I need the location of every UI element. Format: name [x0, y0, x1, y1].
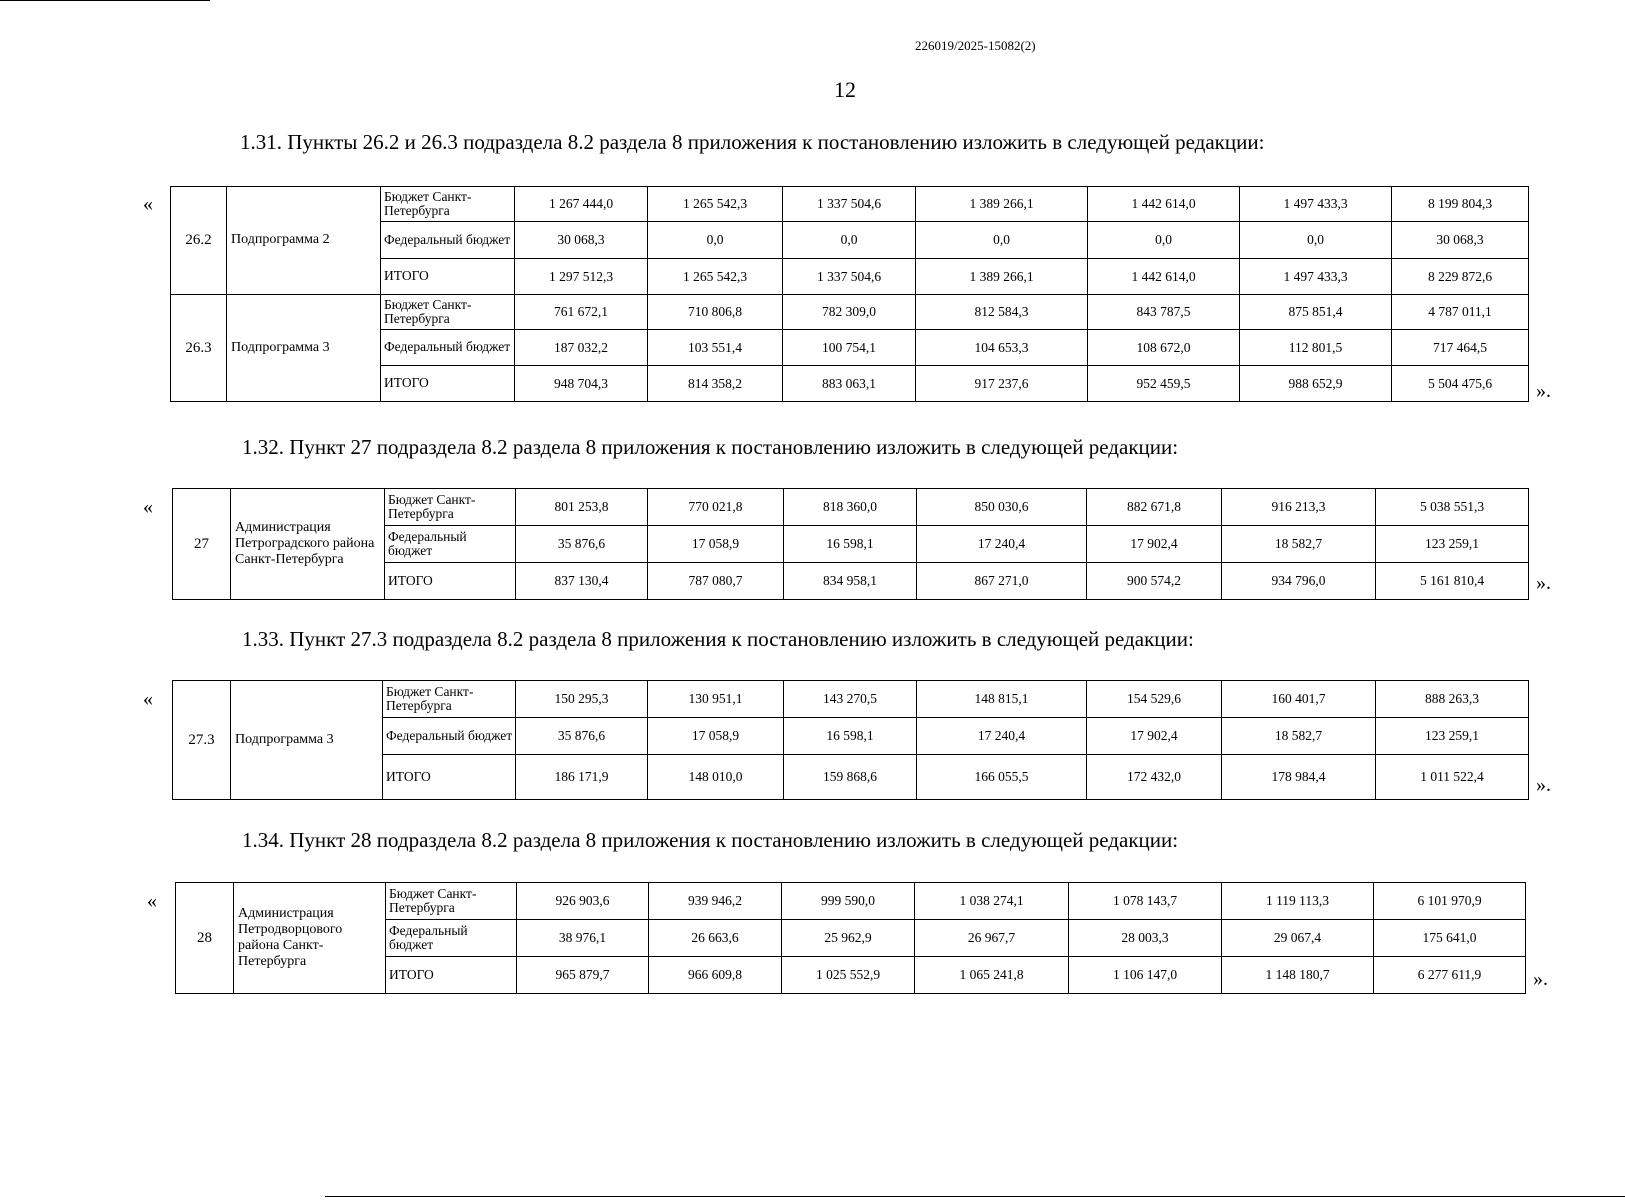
- value-cell: 1 267 444,0: [515, 187, 648, 222]
- funding-source: Федеральный бюджет: [386, 920, 517, 957]
- value-cell: 8 199 804,3: [1392, 187, 1529, 222]
- value-cell: 35 876,6: [516, 718, 648, 755]
- value-cell: 16 598,1: [784, 526, 917, 563]
- open-quote: «: [143, 193, 153, 215]
- value-cell: 5 038 551,3: [1376, 489, 1529, 526]
- value-cell: 30 068,3: [1392, 222, 1529, 259]
- funding-source: Бюджет Санкт-Петербурга: [386, 883, 517, 920]
- value-cell: 834 958,1: [784, 563, 917, 600]
- item-number: 28: [176, 883, 234, 994]
- section-heading-1-32: 1.32. Пункт 27 подраздела 8.2 раздела 8 приложения к постановлению изложить в следующей редакции:: [242, 435, 1179, 459]
- value-cell: 1 442 614,0: [1088, 187, 1240, 222]
- value-cell: 916 213,3: [1222, 489, 1376, 526]
- table-row: [176, 883, 1526, 920]
- funding-source: Бюджет Санкт-Петербурга: [381, 295, 515, 330]
- value-cell: 166 055,5: [917, 755, 1087, 800]
- value-cell: 25 962,9: [782, 920, 915, 957]
- value-cell: 6 277 611,9: [1374, 957, 1526, 994]
- value-cell: 17 902,4: [1087, 718, 1222, 755]
- value-cell: 843 787,5: [1088, 295, 1240, 330]
- value-cell: 1 497 433,3: [1240, 187, 1392, 222]
- open-quote: «: [147, 890, 157, 912]
- value-cell: 0,0: [783, 222, 916, 259]
- value-cell: 917 237,6: [916, 366, 1088, 402]
- value-cell: 761 672,1: [515, 295, 648, 330]
- value-cell: 934 796,0: [1222, 563, 1376, 600]
- value-cell: 888 263,3: [1376, 681, 1529, 718]
- close-quote: ».: [1536, 572, 1551, 594]
- value-cell: 1 497 433,3: [1240, 259, 1392, 295]
- page-number: 12: [834, 77, 856, 102]
- item-name: Подпрограмма 2: [227, 187, 381, 295]
- value-cell: 26 663,6: [649, 920, 782, 957]
- value-cell: 1 011 522,4: [1376, 755, 1529, 800]
- value-cell: 1 078 143,7: [1069, 883, 1222, 920]
- value-cell: 186 171,9: [516, 755, 648, 800]
- value-cell: 948 704,3: [515, 366, 648, 402]
- funding-source: Федеральный бюджет: [381, 222, 515, 259]
- value-cell: 30 068,3: [515, 222, 648, 259]
- budget-table-1-34: [175, 882, 1526, 994]
- value-cell: 17 058,9: [648, 718, 784, 755]
- value-cell: 17 240,4: [917, 526, 1087, 563]
- value-cell: 926 903,6: [517, 883, 649, 920]
- value-cell: 939 946,2: [649, 883, 782, 920]
- value-cell: 123 259,1: [1376, 718, 1529, 755]
- value-cell: 100 754,1: [783, 330, 916, 366]
- value-cell: 1 442 614,0: [1088, 259, 1240, 295]
- value-cell: 952 459,5: [1088, 366, 1240, 402]
- value-cell: 787 080,7: [648, 563, 784, 600]
- item-number: 27.3: [173, 681, 231, 800]
- value-cell: 5 504 475,6: [1392, 366, 1529, 402]
- value-cell: 1 065 241,8: [915, 957, 1069, 994]
- value-cell: 0,0: [1240, 222, 1392, 259]
- funding-source: ИТОГО: [381, 366, 515, 402]
- value-cell: 8 229 872,6: [1392, 259, 1529, 295]
- value-cell: 143 270,5: [784, 681, 917, 718]
- value-cell: 0,0: [916, 222, 1088, 259]
- close-quote: ».: [1536, 774, 1551, 796]
- funding-source: Федеральный бюджет: [381, 330, 515, 366]
- value-cell: 801 253,8: [516, 489, 648, 526]
- value-cell: 160 401,7: [1222, 681, 1376, 718]
- value-cell: 26 967,7: [915, 920, 1069, 957]
- value-cell: 875 851,4: [1240, 295, 1392, 330]
- funding-source: Бюджет Санкт-Петербурга: [385, 489, 516, 526]
- funding-source: Бюджет Санкт-Петербурга: [383, 681, 516, 718]
- value-cell: 988 652,9: [1240, 366, 1392, 402]
- budget-table-1-32: [172, 488, 1529, 600]
- value-cell: 1 148 180,7: [1222, 957, 1374, 994]
- item-name: Подпрограмма 3: [231, 681, 383, 800]
- value-cell: 178 984,4: [1222, 755, 1376, 800]
- value-cell: 148 815,1: [917, 681, 1087, 718]
- value-cell: 130 951,1: [648, 681, 784, 718]
- value-cell: 1 038 274,1: [915, 883, 1069, 920]
- funding-source: ИТОГО: [383, 755, 516, 800]
- table-row: [171, 295, 1529, 330]
- document-number: 226019/2025-15082(2): [915, 38, 1036, 53]
- value-cell: 28 003,3: [1069, 920, 1222, 957]
- section-heading-1-33: 1.33. Пункт 27.3 подраздела 8.2 раздела 8 приложения к постановлению изложить в следующей редакции:: [242, 627, 1194, 651]
- value-cell: 103 551,4: [648, 330, 783, 366]
- value-cell: 782 309,0: [783, 295, 916, 330]
- table-row: [171, 187, 1529, 222]
- value-cell: 1 389 266,1: [916, 187, 1088, 222]
- value-cell: 814 358,2: [648, 366, 783, 402]
- close-quote: ».: [1533, 968, 1548, 990]
- bottom-rule: [325, 1196, 1625, 1197]
- close-quote: ».: [1536, 380, 1551, 402]
- table-row: [173, 489, 1529, 526]
- value-cell: 965 879,7: [517, 957, 649, 994]
- funding-source: ИТОГО: [385, 563, 516, 600]
- top-rule: [0, 0, 210, 1]
- value-cell: 172 432,0: [1087, 755, 1222, 800]
- value-cell: 159 868,6: [784, 755, 917, 800]
- item-number: 27: [173, 489, 231, 600]
- value-cell: 882 671,8: [1087, 489, 1222, 526]
- value-cell: 1 025 552,9: [782, 957, 915, 994]
- value-cell: 16 598,1: [784, 718, 917, 755]
- value-cell: 1 106 147,0: [1069, 957, 1222, 994]
- value-cell: 1 297 512,3: [515, 259, 648, 295]
- value-cell: 148 010,0: [648, 755, 784, 800]
- value-cell: 17 902,4: [1087, 526, 1222, 563]
- value-cell: 104 653,3: [916, 330, 1088, 366]
- value-cell: 812 584,3: [916, 295, 1088, 330]
- value-cell: 5 161 810,4: [1376, 563, 1529, 600]
- section-heading-1-34: 1.34. Пункт 28 подраздела 8.2 раздела 8 приложения к постановлению изложить в следующей редакции:: [242, 828, 1179, 852]
- funding-source: Федеральный бюджет: [385, 526, 516, 563]
- value-cell: 1 265 542,3: [648, 187, 783, 222]
- value-cell: 1 119 113,3: [1222, 883, 1374, 920]
- funding-source: ИТОГО: [386, 957, 517, 994]
- item-name: Администрация Петроградского района Санкт-Петербурга: [231, 489, 385, 600]
- value-cell: 1 265 542,3: [648, 259, 783, 295]
- value-cell: 717 464,5: [1392, 330, 1529, 366]
- value-cell: 999 590,0: [782, 883, 915, 920]
- item-name: Подпрограмма 3: [227, 295, 381, 402]
- value-cell: 966 609,8: [649, 957, 782, 994]
- value-cell: 1 337 504,6: [783, 187, 916, 222]
- open-quote: «: [143, 496, 153, 518]
- item-name: Администрация Петродворцового района Санкт-Петербурга: [234, 883, 386, 994]
- value-cell: 187 032,2: [515, 330, 648, 366]
- value-cell: 123 259,1: [1376, 526, 1529, 563]
- value-cell: 0,0: [1088, 222, 1240, 259]
- value-cell: 6 101 970,9: [1374, 883, 1526, 920]
- value-cell: 35 876,6: [516, 526, 648, 563]
- value-cell: 112 801,5: [1240, 330, 1392, 366]
- value-cell: 770 021,8: [648, 489, 784, 526]
- value-cell: 18 582,7: [1222, 718, 1376, 755]
- value-cell: 29 067,4: [1222, 920, 1374, 957]
- value-cell: 108 672,0: [1088, 330, 1240, 366]
- value-cell: 818 360,0: [784, 489, 917, 526]
- table-row: [173, 681, 1529, 718]
- value-cell: 883 063,1: [783, 366, 916, 402]
- item-number: 26.2: [171, 187, 227, 295]
- funding-source: ИТОГО: [381, 259, 515, 295]
- funding-source: Федеральный бюджет: [383, 718, 516, 755]
- value-cell: 17 058,9: [648, 526, 784, 563]
- section-heading-1-31: 1.31. Пункты 26.2 и 26.3 подраздела 8.2 раздела 8 приложения к постановлению изложить в следующей редакции:: [240, 130, 1265, 154]
- value-cell: 18 582,7: [1222, 526, 1376, 563]
- budget-table-1-33: [172, 680, 1529, 800]
- open-quote: «: [143, 688, 153, 710]
- value-cell: 4 787 011,1: [1392, 295, 1529, 330]
- value-cell: 17 240,4: [917, 718, 1087, 755]
- value-cell: 0,0: [648, 222, 783, 259]
- budget-table-1-31: [170, 186, 1529, 402]
- item-number: 26.3: [171, 295, 227, 402]
- value-cell: 1 337 504,6: [783, 259, 916, 295]
- value-cell: 154 529,6: [1087, 681, 1222, 718]
- value-cell: 175 641,0: [1374, 920, 1526, 957]
- value-cell: 150 295,3: [516, 681, 648, 718]
- value-cell: 900 574,2: [1087, 563, 1222, 600]
- value-cell: 710 806,8: [648, 295, 783, 330]
- value-cell: 837 130,4: [516, 563, 648, 600]
- value-cell: 850 030,6: [917, 489, 1087, 526]
- value-cell: 38 976,1: [517, 920, 649, 957]
- funding-source: Бюджет Санкт-Петербурга: [381, 187, 515, 222]
- value-cell: 867 271,0: [917, 563, 1087, 600]
- value-cell: 1 389 266,1: [916, 259, 1088, 295]
